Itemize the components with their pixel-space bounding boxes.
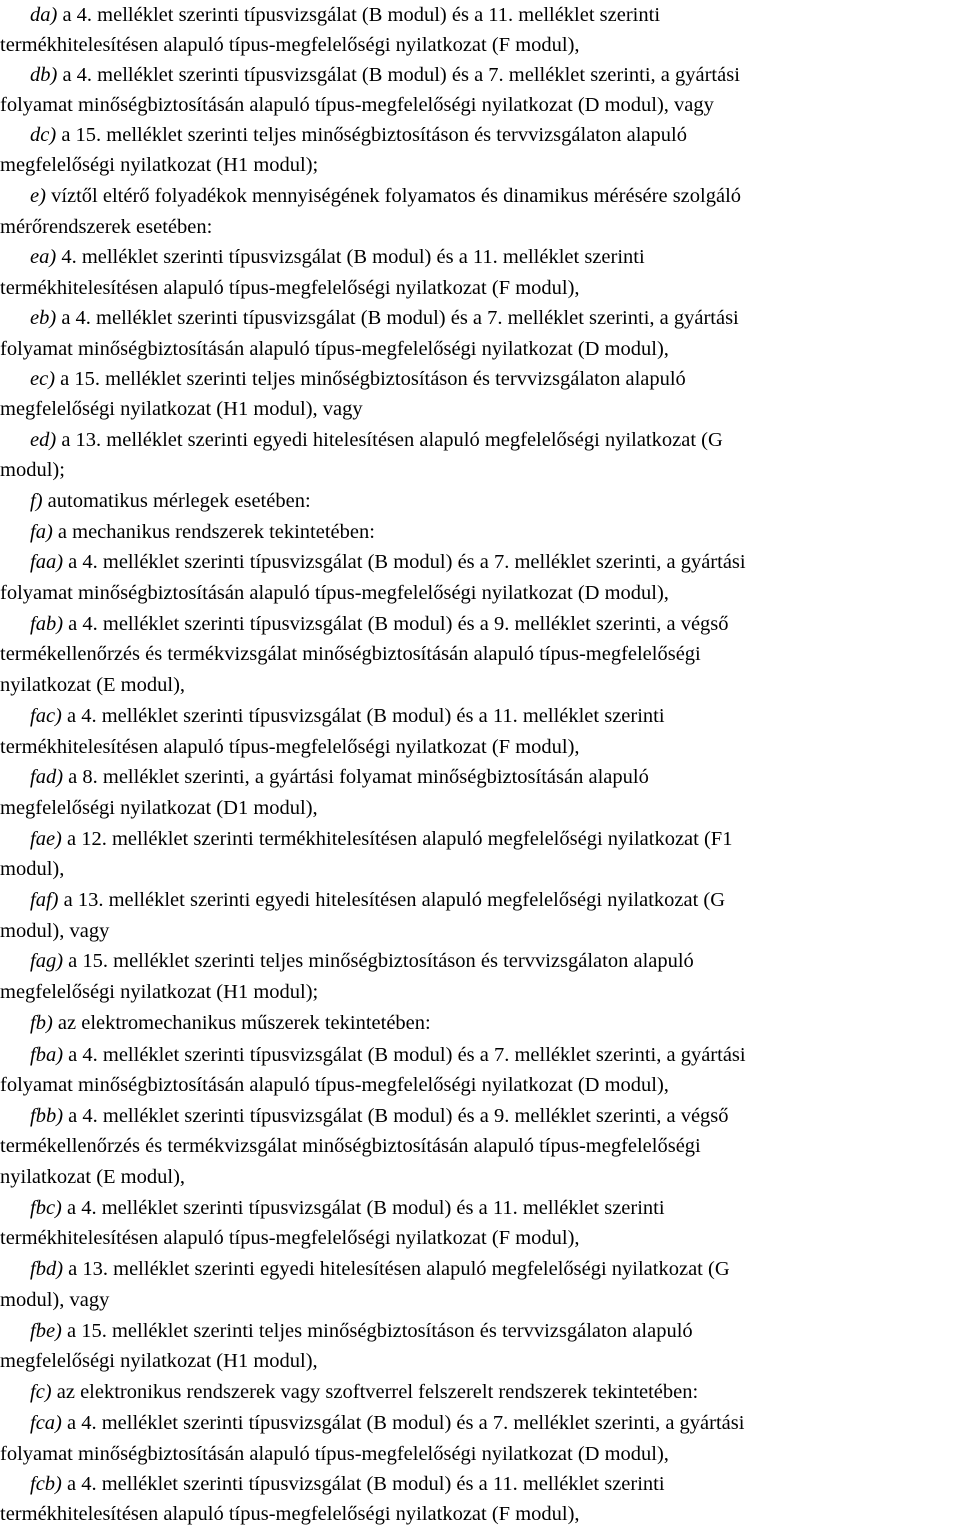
- item-label: fb): [30, 1012, 53, 1034]
- line-text: termékhitelesítésen alapuló típus-megfelelőségi nyilatkozat (F modul),: [0, 34, 580, 56]
- line-text: a 4. melléklet szerinti típusvizsgálat (B modul) és a 7. melléklet szerinti, a gyártási: [61, 1412, 745, 1434]
- item-label: fac): [30, 705, 62, 727]
- line-text: a 13. melléklet szerinti egyedi hitelesítésen alapuló megfelelőségi nyilatkozat (G: [58, 889, 726, 911]
- doc-line: [0, 393, 363, 425]
- doc-line: [30, 884, 725, 916]
- doc-line: [30, 180, 741, 212]
- doc-line: [0, 29, 580, 61]
- item-label: f): [30, 490, 43, 512]
- line-text: a mechanikus rendszerek tekintetében:: [52, 521, 375, 543]
- line-text: a 13. melléklet szerinti egyedi hitelesítésen alapuló megfelelőségi nyilatkozat (G: [63, 1258, 730, 1280]
- line-text: modul), vagy: [0, 1289, 110, 1311]
- doc-line: [30, 546, 746, 578]
- doc-line: [30, 823, 732, 855]
- item-label: fc): [30, 1381, 52, 1403]
- doc-line: [30, 59, 740, 91]
- doc-line: [0, 1498, 580, 1530]
- line-text: termékellenőrzés és termékvizsgálat minőségbiztosításán alapuló típus-megfelelőségi: [0, 643, 701, 665]
- doc-line: [30, 241, 645, 273]
- doc-line: [30, 1007, 431, 1039]
- doc-line: [30, 119, 687, 151]
- item-label: ec): [30, 368, 56, 390]
- doc-line: [0, 211, 212, 243]
- item-label: fbe): [30, 1320, 62, 1342]
- line-text: a 8. melléklet szerinti, a gyártási folyamat minőségbiztosításán alapuló: [63, 766, 649, 788]
- line-text: az elektronikus rendszerek vagy szoftverrel felszerelt rendszerek tekintetében:: [51, 1381, 699, 1403]
- doc-line: [30, 1100, 729, 1132]
- doc-line: [0, 1069, 669, 1101]
- line-text: a 13. melléklet szerinti egyedi hitelesítésen alapuló megfelelőségi nyilatkozat (G: [56, 429, 723, 451]
- line-text: folyamat minőségbiztosításán alapuló típus-megfelelőségi nyilatkozat (D modul),: [0, 338, 669, 360]
- line-text: a 4. melléklet szerinti típusvizsgálat (B modul) és a 7. melléklet szerinti, a gyártási: [56, 307, 739, 329]
- item-label: faf): [30, 889, 59, 911]
- line-text: megfelelőségi nyilatkozat (D1 modul),: [0, 797, 318, 819]
- item-label: fab): [30, 613, 64, 635]
- item-label: fad): [30, 766, 64, 788]
- line-text: a 15. melléklet szerinti teljes minőségbiztosításon és tervvizsgálaton alapuló: [56, 124, 687, 146]
- doc-line: [0, 731, 580, 763]
- line-text: mérőrendszerek esetében:: [0, 216, 213, 238]
- doc-line: [30, 608, 729, 640]
- doc-line: [0, 1130, 701, 1162]
- doc-line: [30, 945, 694, 977]
- item-label: fbb): [30, 1105, 64, 1127]
- line-text: a 15. melléklet szerinti teljes minőségbiztosításon és tervvizsgálaton alapuló: [63, 950, 694, 972]
- line-text: termékhitelesítésen alapuló típus-megfelelőségi nyilatkozat (F modul),: [0, 1227, 580, 1249]
- doc-line: [0, 333, 669, 365]
- doc-line: [0, 272, 580, 304]
- line-text: termékhitelesítésen alapuló típus-megfelelőségi nyilatkozat (F modul),: [0, 736, 580, 758]
- line-text: az elektromechanikus műszerek tekintetében:: [52, 1012, 431, 1034]
- item-label: dc): [30, 124, 57, 146]
- line-text: modul);: [0, 459, 65, 481]
- doc-line: [0, 976, 318, 1008]
- doc-line: [30, 1253, 730, 1285]
- line-text: folyamat minőségbiztosításán alapuló típus-megfelelőségi nyilatkozat (D modul),: [0, 1074, 669, 1096]
- doc-line: [0, 1438, 669, 1470]
- line-text: termékhitelesítésen alapuló típus-megfelelőségi nyilatkozat (F modul),: [0, 277, 580, 299]
- line-text: 4. melléklet szerinti típusvizsgálat (B modul) és a 11. melléklet szerinti: [56, 246, 645, 268]
- item-label: eb): [30, 307, 57, 329]
- doc-line: [0, 454, 65, 486]
- doc-line: [0, 1284, 109, 1316]
- item-label: da): [30, 4, 58, 26]
- item-label: db): [30, 64, 58, 86]
- doc-line: [30, 700, 665, 732]
- line-text: termékhitelesítésen alapuló típus-megfelelőségi nyilatkozat (F modul),: [0, 1503, 580, 1525]
- line-text: automatikus mérlegek esetében:: [42, 490, 311, 512]
- line-text: megfelelőségi nyilatkozat (H1 modul);: [0, 154, 319, 176]
- line-text: a 4. melléklet szerinti típusvizsgálat (B modul) és a 11. melléklet szerinti: [61, 1473, 665, 1495]
- line-text: a 15. melléklet szerinti teljes minőségbiztosításon és tervvizsgálaton alapuló: [55, 368, 686, 390]
- line-text: a 4. melléklet szerinti típusvizsgálat (B modul) és a 7. melléklet szerinti, a gyártási: [57, 64, 740, 86]
- doc-line: [30, 1468, 665, 1500]
- doc-line: [30, 1407, 744, 1439]
- doc-line: [0, 149, 318, 181]
- line-text: megfelelőségi nyilatkozat (H1 modul), vagy: [0, 398, 363, 420]
- line-text: a 4. melléklet szerinti típusvizsgálat (B modul) és a 7. melléklet szerinti, a gyártási: [63, 551, 746, 573]
- doc-line: [30, 1315, 693, 1347]
- line-text: nyilatkozat (E modul),: [0, 1166, 186, 1188]
- line-text: a 15. melléklet szerinti teljes minőségbiztosításon és tervvizsgálaton alapuló: [61, 1320, 693, 1342]
- doc-line: [0, 1345, 318, 1377]
- line-text: folyamat minőségbiztosításán alapuló típus-megfelelőségi nyilatkozat (D modul),: [0, 582, 669, 604]
- doc-line: [0, 577, 669, 609]
- item-label: e): [30, 185, 46, 207]
- doc-line: [0, 1161, 185, 1193]
- doc-line: [30, 363, 686, 395]
- doc-line: [30, 1376, 698, 1408]
- item-label: fbc): [30, 1197, 62, 1219]
- doc-line: [30, 1039, 746, 1071]
- item-label: faa): [30, 551, 64, 573]
- doc-line: [30, 424, 723, 456]
- line-text: víztől eltérő folyadékok mennyiségének folyamatos és dinamikus mérésére szolgáló: [45, 185, 742, 207]
- doc-line: [30, 516, 375, 548]
- doc-line: [0, 89, 714, 121]
- doc-line: [0, 792, 318, 824]
- item-label: fca): [30, 1412, 62, 1434]
- line-text: modul), vagy: [0, 920, 110, 942]
- item-label: fa): [30, 521, 53, 543]
- item-label: fae): [30, 828, 62, 850]
- line-text: termékellenőrzés és termékvizsgálat minőségbiztosításán alapuló típus-megfelelőségi: [0, 1135, 701, 1157]
- line-text: megfelelőségi nyilatkozat (H1 modul);: [0, 981, 319, 1003]
- line-text: nyilatkozat (E modul),: [0, 674, 186, 696]
- item-label: fba): [30, 1044, 64, 1066]
- doc-line: [0, 638, 701, 670]
- doc-line: [30, 1192, 665, 1224]
- line-text: a 4. melléklet szerinti típusvizsgálat (B modul) és a 11. melléklet szerinti: [61, 1197, 665, 1219]
- doc-line: [0, 669, 185, 701]
- line-text: a 4. melléklet szerinti típusvizsgálat (B modul) és a 11. melléklet szerinti: [61, 705, 665, 727]
- item-label: ed): [30, 429, 57, 451]
- item-label: fbd): [30, 1258, 64, 1280]
- doc-line: [30, 485, 311, 517]
- line-text: a 4. melléklet szerinti típusvizsgálat (B modul) és a 9. melléklet szerinti, a végső: [63, 1105, 729, 1127]
- doc-line: [30, 0, 660, 31]
- line-text: modul),: [0, 858, 65, 880]
- doc-line: [0, 853, 64, 885]
- doc-line: [30, 761, 649, 793]
- line-text: megfelelőségi nyilatkozat (H1 modul),: [0, 1350, 318, 1372]
- line-text: a 12. melléklet szerinti termékhitelesítésen alapuló megfelelőségi nyilatkozat (F1: [61, 828, 733, 850]
- doc-line: [0, 915, 109, 947]
- item-label: fcb): [30, 1473, 62, 1495]
- item-label: fag): [30, 950, 64, 972]
- line-text: folyamat minőségbiztosításán alapuló típus-megfelelőségi nyilatkozat (D modul),: [0, 1443, 669, 1465]
- line-text: folyamat minőségbiztosításán alapuló típus-megfelelőségi nyilatkozat (D modul), vagy: [0, 94, 714, 116]
- item-label: ea): [30, 246, 57, 268]
- line-text: a 4. melléklet szerinti típusvizsgálat (B modul) és a 11. melléklet szerinti: [57, 4, 661, 26]
- doc-line: [30, 302, 739, 334]
- line-text: a 4. melléklet szerinti típusvizsgálat (B modul) és a 9. melléklet szerinti, a végső: [63, 613, 729, 635]
- doc-line: [0, 1222, 580, 1254]
- line-text: a 4. melléklet szerinti típusvizsgálat (B modul) és a 7. melléklet szerinti, a gyártási: [63, 1044, 746, 1066]
